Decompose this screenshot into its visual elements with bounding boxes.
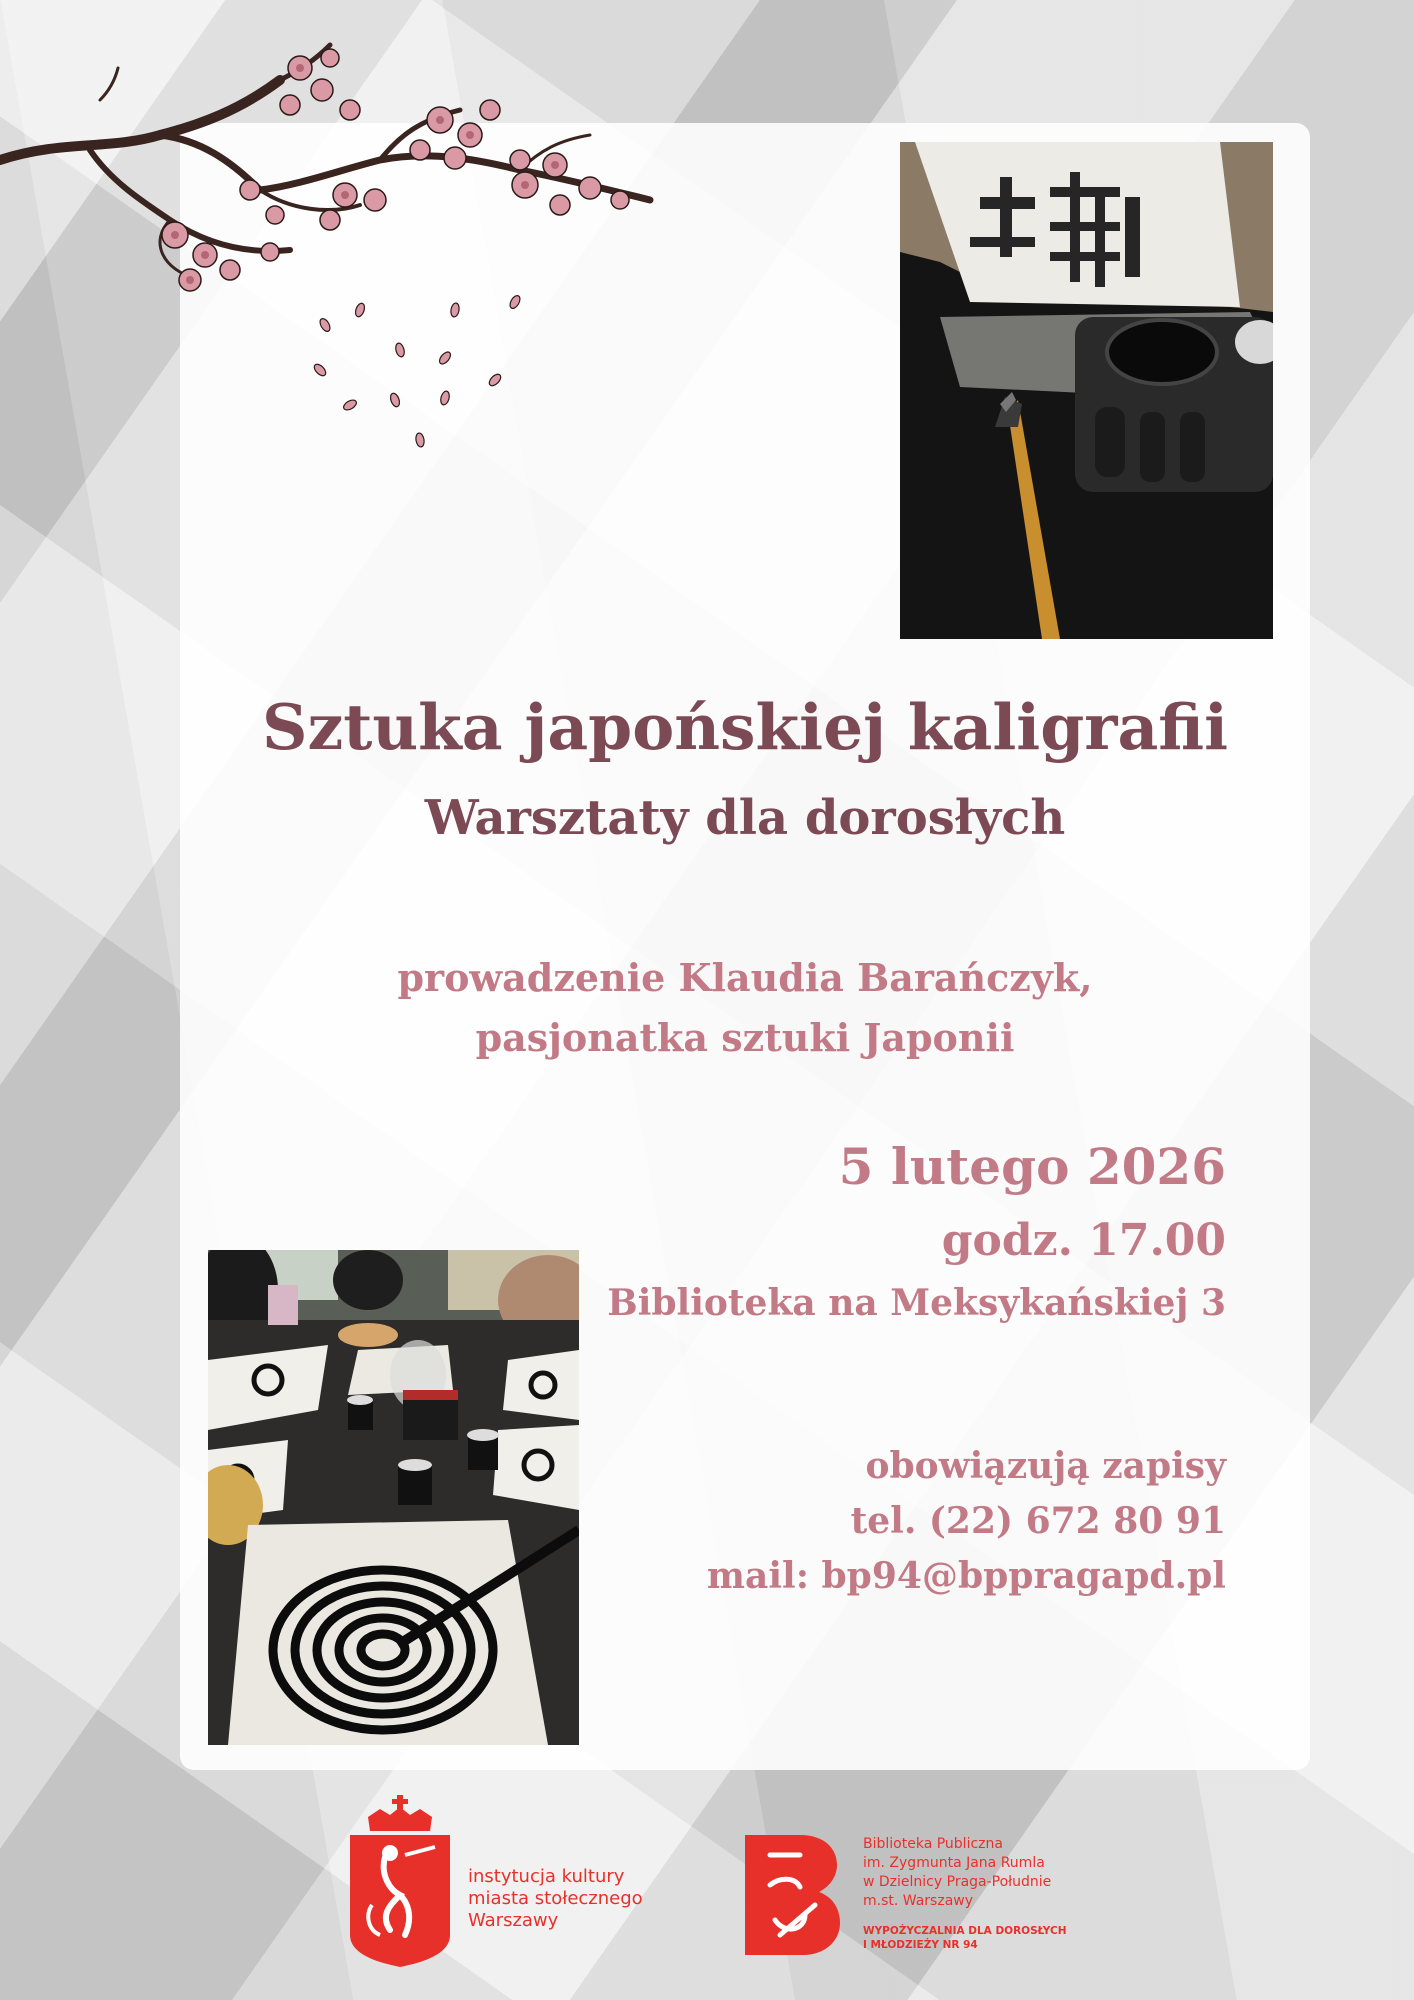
cherry-blossom-branch-icon [0,40,680,460]
warsaw-crest-logo-icon [350,1795,450,1967]
page-subtitle: Warsztaty dla dorosłych [424,790,1066,846]
logo2-subtext: WYPOŻYCZALNIA DLA DOROSŁYCH I MŁODZIEŻY NR 94 [863,1925,1067,1951]
event-date: 5 lutego 2026 [838,1137,1226,1196]
contact-phone[interactable]: tel. (22) 672 80 91 [850,1500,1226,1542]
event-time: godz. 17.00 [941,1215,1226,1266]
event-place: Biblioteka na Meksykańskiej 3 [607,1282,1226,1324]
workshop-table-spiral-photo [208,1250,579,1745]
logo2-text: Biblioteka Publiczna im. Zygmunta Jana Rumla w Dzielnicy Praga-Południe m.st. Warszawy [863,1836,1052,1909]
calligraphy-brush-ink-photo [900,142,1273,639]
page-title: Sztuka japońskiej kaligrafii [261,690,1229,764]
logo1-text: instytucja kultury miasta stołecznego Warszawy [468,1866,643,1931]
library-b-logo-icon [745,1835,840,1955]
contact-email[interactable]: mail: bp94@bppragapd.pl [706,1555,1226,1597]
leader-line-2: pasjonatka sztuki Japonii [475,1015,1015,1060]
registration-note: obowiązują zapisy [865,1445,1226,1487]
leader-line-1: prowadzenie Klaudia Barańczyk, [397,955,1093,1000]
